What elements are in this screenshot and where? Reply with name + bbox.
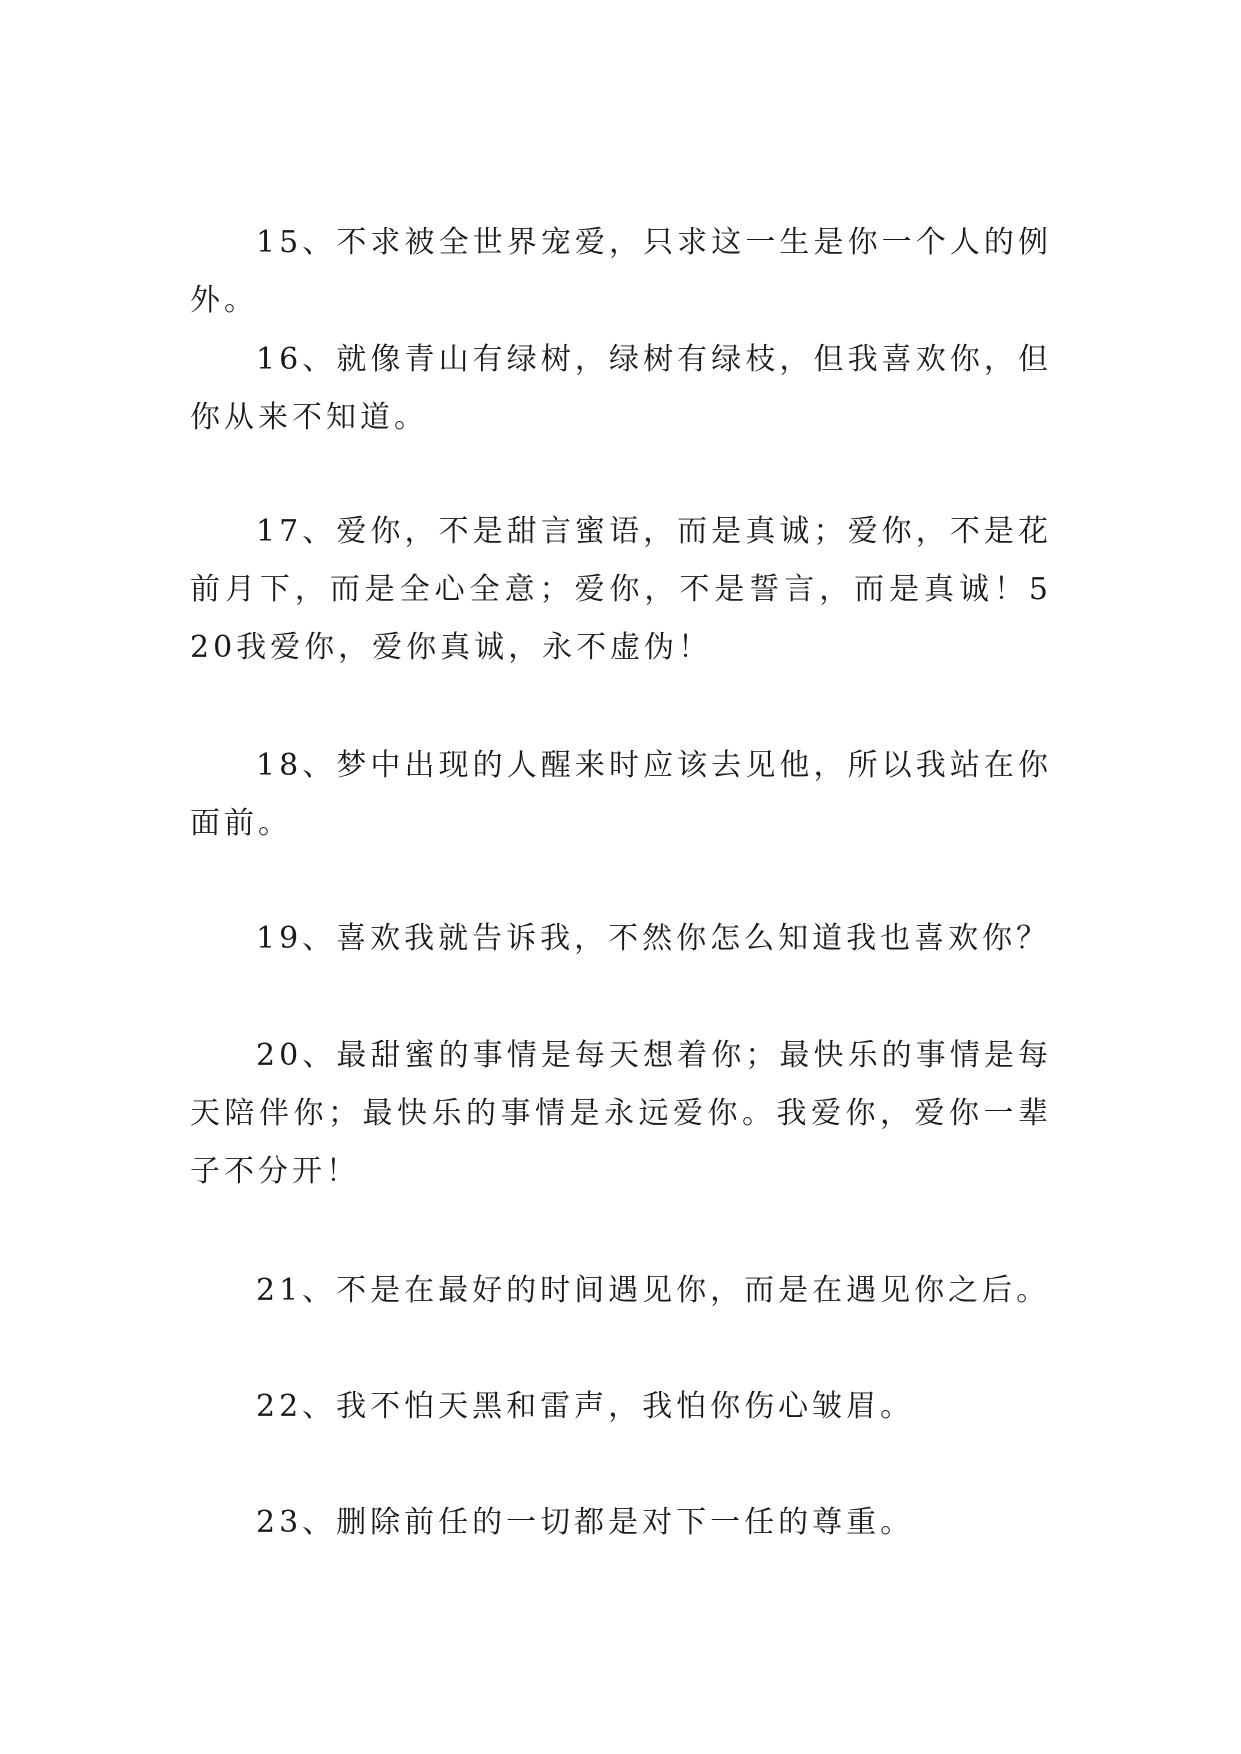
paragraph-22: 22、我不怕天黑和雷声，我怕你伤心皱眉。: [256, 1389, 915, 1424]
paragraph-20: 20、最甜蜜的事情是每天想着你；最快乐的事情是每天陪伴你；最快乐的事情是永远爱你。我爱你，爱你一辈子不分开！: [190, 1038, 1052, 1189]
paragraph-15: 15、不求被全世界宠爱，只求这一生是你一个人的例外。: [190, 225, 1052, 318]
paragraph-23: 23、删除前任的一切都是对下一任的尊重。: [256, 1505, 915, 1540]
paragraph-21: 21、不是在最好的时间遇见你，而是在遇见你之后。: [256, 1273, 1051, 1308]
paragraph-19: 19、喜欢我就告诉我，不然你怎么知道我也喜欢你？: [256, 921, 1051, 956]
paragraph-16: 16、就像青山有绿树，绿树有绿枝，但我喜欢你，但你从来不知道。: [190, 342, 1052, 435]
paragraph-17: 17、爱你，不是甜言蜜语，而是真诚；爱你，不是花前月下，而是全心全意；爱你，不是誓言，而是真诚！520我爱你，爱你真诚，永不虚伪！: [190, 514, 1052, 665]
paragraph-18: 18、梦中出现的人醒来时应该去见他，所以我站在你面前。: [190, 748, 1052, 841]
